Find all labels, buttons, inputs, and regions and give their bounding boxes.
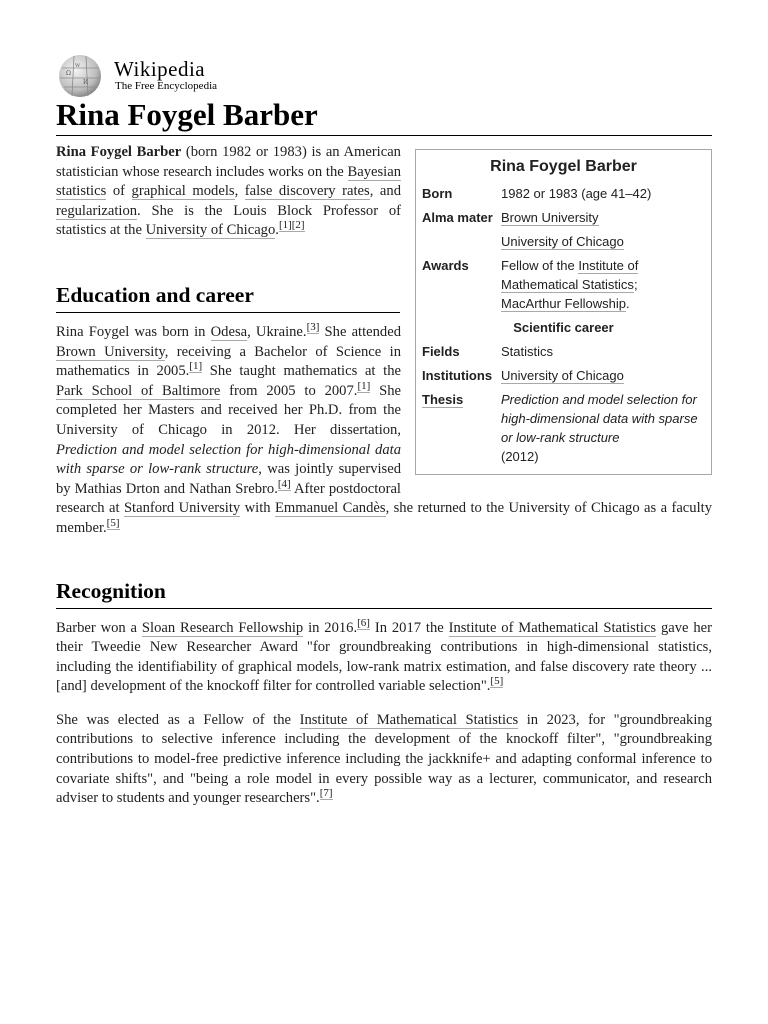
awards-end: . — [626, 296, 630, 311]
text: , — [234, 183, 245, 200]
citation[interactable]: [4] — [277, 477, 291, 490]
text: She completed her Masters and received her Ph.D. from the University of Chicago in 2012. Her dissertation, — [56, 382, 401, 438]
infobox-subheader: Scientific career — [513, 320, 614, 335]
citation[interactable]: [1] — [189, 360, 203, 373]
link-park-school-of-baltimore[interactable]: Park School of Baltimore — [56, 382, 221, 399]
logo-tagline: The Free Encyclopedia — [115, 80, 218, 92]
link-university-of-chicago[interactable]: University of Chicago — [145, 222, 276, 239]
text: with — [240, 500, 275, 517]
infobox-label: Institutions — [422, 368, 493, 383]
link-emmanuel-candes[interactable]: Emmanuel Candès — [274, 500, 386, 517]
infobox-label: Born — [422, 186, 453, 201]
infobox-label: Fields — [422, 344, 460, 359]
text: , she returned to the University of Chicago as a faculty member. — [56, 500, 712, 536]
link-brown-university[interactable]: Brown University — [501, 210, 599, 225]
link-odesa[interactable]: Odesa — [210, 323, 248, 340]
citation[interactable]: [3] — [306, 320, 320, 333]
recognition-paragraph-2 — [56, 711, 712, 809]
citation[interactable]: [1] — [357, 379, 371, 392]
text: , Ukraine. — [247, 323, 307, 340]
infobox-row-awards — [422, 256, 705, 313]
text: She was elected as a Fellow of the — [56, 711, 300, 728]
article-body — [56, 143, 712, 823]
text: , receiving a Bachelor of Science in mathematics in 2005. — [56, 343, 401, 380]
infobox-row-thesis — [422, 390, 705, 466]
text: After postdoctoral research at — [56, 480, 401, 517]
link-macarthur-fellowship[interactable]: MacArthur Fellowship — [501, 296, 626, 311]
text: , was jointly supervised by Mathias Drton and Nathan Srebro. — [56, 461, 401, 497]
link-brown-university[interactable]: Brown University — [56, 343, 165, 360]
infobox-value — [501, 366, 705, 385]
text: (born 1982 or 1983) is an American statistician whose research includes works on the — [56, 144, 401, 180]
awards-text: Fellow of the — [501, 258, 579, 273]
infobox-row-institutions — [422, 366, 705, 385]
text: in 2023, for "groundbreaking contributions to selective inference including the development of the knockoff filter", "groundbreaking contributions to model-free predictive inference including the jackknife+ and adapting conformal inference to covariate shifts", and "being a role model in every possible way as a lecturer, communicator, and research adviser to students and younger researchers". — [56, 711, 713, 807]
infobox-value — [501, 208, 705, 251]
text: of — [106, 183, 132, 200]
text: , and — [369, 183, 401, 200]
infobox-row-alma-mater — [422, 208, 705, 251]
infobox-value: Statistics — [501, 344, 554, 359]
link-bayesian-statistics[interactable]: Bayesian statistics — [56, 163, 401, 200]
text: . — [275, 222, 279, 239]
recognition-paragraph-1 — [56, 616, 712, 697]
lead-section — [56, 143, 712, 553]
text: from 2005 to 2007. — [220, 382, 358, 399]
awards-sep: ; — [633, 277, 638, 292]
logo-wordmark: Wikipedia — [114, 57, 206, 81]
subject-name: Rina Foygel Barber — [56, 144, 182, 160]
wikipedia-logo[interactable] — [56, 54, 256, 98]
text: Rina Foygel was born in — [56, 323, 211, 340]
infobox-value: 1982 or 1983 (age 41–42) — [501, 186, 652, 201]
svg-text:И: И — [83, 79, 89, 86]
section-heading-education: Education and career — [56, 281, 400, 313]
page-title: Rina Foygel Barber — [56, 95, 712, 136]
link-university-of-chicago[interactable]: University of Chicago — [501, 368, 624, 383]
citation[interactable]: [5] — [490, 675, 504, 688]
thesis-title: Prediction and model selection for high-dimensional data with sparse or low-rank structure — [501, 392, 698, 445]
link-sloan-research-fellowship[interactable]: Sloan Research Fellowship — [141, 619, 304, 636]
citation[interactable]: [6] — [357, 616, 370, 629]
infobox-title: Rina Foygel Barber — [490, 158, 637, 175]
link-thesis[interactable]: Thesis — [422, 392, 464, 407]
link-regularization[interactable]: regularization — [56, 202, 138, 219]
link-ims[interactable]: Institute of Mathematical Statistics — [501, 258, 639, 292]
text: Barber won a — [56, 619, 142, 636]
infobox-label: Awards — [422, 258, 469, 273]
link-university-of-chicago[interactable]: University of Chicago — [501, 234, 624, 249]
infobox-value — [501, 390, 705, 466]
citation[interactable]: [2] — [291, 219, 305, 232]
puzzle-globe-icon — [56, 54, 104, 98]
link-false-discovery-rates[interactable]: false discovery rates — [244, 183, 370, 200]
link-ims[interactable]: Institute of Mathematical Statistics — [299, 711, 519, 728]
dissertation-title: Prediction and model selection for high-dimensional data with sparse or low-rank structure — [56, 441, 401, 478]
text: In 2017 the — [369, 619, 449, 636]
text: in 2016. — [303, 619, 358, 636]
infobox-label: Alma mater — [422, 210, 493, 225]
infobox-value — [501, 256, 705, 313]
text: . She is the Louis Block Professor of statistics at the — [56, 202, 401, 239]
thesis-year: (2012) — [501, 449, 539, 464]
citation[interactable]: [1] — [278, 219, 292, 232]
infobox-row-fields — [422, 342, 705, 361]
section-heading-recognition: Recognition — [56, 577, 712, 609]
svg-text:Ω: Ω — [66, 70, 71, 77]
citation[interactable]: [7] — [319, 787, 333, 800]
text: She attended — [319, 323, 401, 340]
text: gave her their Tweedie New Researcher Award "for groundbreaking contributions in high-dimensional statistics, including the identifiability of graphical models, low-rank matrix estimation, and false discovery rate theory ... [and] development of the knockoff filter for controlled variable selection". — [56, 619, 712, 695]
link-ims[interactable]: Institute of Mathematical Statistics — [448, 619, 657, 636]
infobox-row-born — [422, 184, 705, 203]
link-graphical-models[interactable]: graphical models — [131, 183, 235, 200]
citation[interactable]: [5] — [106, 516, 120, 529]
infobox-label — [422, 390, 501, 466]
link-stanford-university[interactable]: Stanford University — [123, 500, 241, 517]
text: She taught mathematics at the — [202, 363, 401, 380]
infobox — [415, 149, 712, 475]
svg-text:W: W — [75, 63, 81, 69]
